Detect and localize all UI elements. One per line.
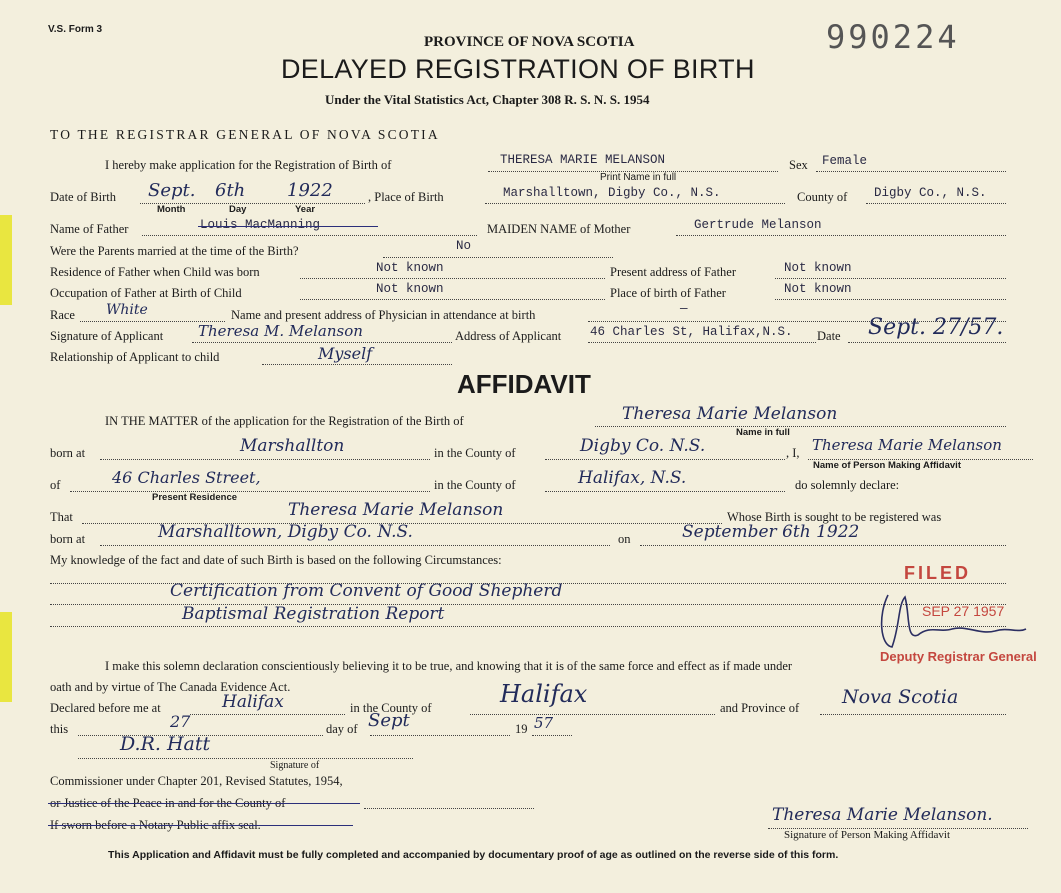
married-label: Were the Parents married at the time of the Birth? <box>50 244 299 258</box>
deponent-signature-caption: Signature of Person Making Affidavit <box>784 829 950 841</box>
yellow-tab-marker <box>0 215 12 305</box>
born-at2-line <box>100 545 610 546</box>
residence-caption: Present Residence <box>152 492 238 503</box>
day-caption: Day <box>229 204 247 215</box>
this-label: this <box>50 722 69 736</box>
date-label: Date <box>817 329 841 343</box>
father-label: Name of Father <box>50 222 129 236</box>
sex-line <box>816 171 1006 172</box>
birthplace-father-value: Not known <box>784 282 852 296</box>
footer-note: This Application and Affidavit must be fully completed and accompanied by documentary proof of age as outlined on the reverse side of this form. <box>108 849 839 861</box>
intro-label: I hereby make application for the Registration of Birth of <box>105 158 392 172</box>
justice-county-line <box>364 808 534 809</box>
father-strikethrough <box>198 226 378 227</box>
year-caption: Year <box>295 204 316 215</box>
dob-label: Date of Birth <box>50 190 116 204</box>
registrar-signature-scrawl <box>870 585 1030 655</box>
sex-value: Female <box>822 154 868 168</box>
month-caption: Month <box>157 204 186 215</box>
yellow-tab-marker <box>0 612 12 702</box>
notary-strikethrough <box>48 825 353 826</box>
knowledge-label: My knowledge of the fact and date of such Birth is based on the following Circumstances: <box>50 553 502 567</box>
justice-label: or Justice of the Peace in and for the County of <box>50 796 286 810</box>
mother-line <box>676 235 1006 236</box>
filed-stamp-office: Deputy Registrar General <box>880 649 1037 664</box>
applicant-signature: Theresa M. Melanson <box>198 322 363 340</box>
province-line <box>820 714 1006 715</box>
father-value: Louis MacManning <box>200 218 321 232</box>
declared-county-value: Halifax <box>500 680 588 708</box>
registration-number: 990224 <box>826 18 960 56</box>
born-county-label: in the County of <box>434 446 516 460</box>
applicant-address-value: 46 Charles St, Halifax,N.S. <box>590 325 793 339</box>
province-header: PROVINCE OF NOVA SCOTIA <box>424 34 635 50</box>
justice-strikethrough <box>48 803 360 804</box>
residence-father-label: Residence of Father when Child was born <box>50 265 260 279</box>
declared-at-value: Halifax <box>222 692 284 712</box>
deponent-value: Theresa Marie Melanson <box>812 436 1002 454</box>
date-line <box>848 342 1006 343</box>
present-address-father-value: Not known <box>784 261 852 275</box>
birthplace-father-line <box>775 299 1006 300</box>
applicant-address-line <box>588 342 816 343</box>
affidavit-heading: AFFIDAVIT <box>457 369 591 399</box>
declared-at-label: Declared before me at <box>50 701 161 715</box>
occupation-father-label: Occupation of Father at Birth of Child <box>50 286 242 300</box>
province-label: and Province of <box>720 701 800 715</box>
i-label: , I, <box>786 446 800 460</box>
birth-date-line <box>640 545 1006 546</box>
day-of-label: day of <box>326 722 358 736</box>
relationship-label: Relationship of Applicant to child <box>50 350 220 364</box>
circumstance-line <box>50 626 1006 627</box>
place-value: Marshalltown, Digby Co., N.S. <box>503 186 721 200</box>
circumstance-2-value: Baptismal Registration Report <box>182 604 445 624</box>
circumstance-1-value: Certification from Convent of Good Shepherd <box>170 581 563 601</box>
residence-county-line <box>545 491 785 492</box>
form-number: V.S. Form 3 <box>48 24 103 35</box>
month-line <box>370 735 510 736</box>
married-line <box>383 257 613 258</box>
sex-label: Sex <box>789 158 808 172</box>
that-name-value: Theresa Marie Melanson <box>288 500 504 520</box>
race-value: White <box>106 302 148 318</box>
birth-date-value: September 6th 1922 <box>682 522 860 542</box>
commissioner-signature-line <box>78 758 413 759</box>
born-county-line <box>545 459 785 460</box>
residence-line <box>70 491 430 492</box>
form-subtitle: Under the Vital Statistics Act, Chapter 308 R. S. N. S. 1954 <box>325 92 650 107</box>
county-value: Digby Co., N.S. <box>874 186 987 200</box>
matter-label: IN THE MATTER of the application for the Registration of the Birth of <box>105 414 464 428</box>
filed-stamp-date: SEP 27 1957 <box>922 603 1005 619</box>
declare-label: do solemnly declare: <box>795 478 900 492</box>
filed-stamp: FILED <box>904 563 971 583</box>
present-address-father-line <box>775 278 1006 279</box>
residence-father-line <box>300 278 605 279</box>
born-at2-value: Marshalltown, Digby Co. N.S. <box>158 522 413 542</box>
occupation-father-line <box>300 299 605 300</box>
declared-at-line <box>190 714 345 715</box>
date-value: Sept. 27/57. <box>868 315 1004 340</box>
place-line <box>485 203 785 204</box>
of-label: of <box>50 478 61 492</box>
born-at-label: born at <box>50 446 86 460</box>
residence-value: 46 Charles Street, <box>112 468 261 487</box>
mother-label: MAIDEN NAME of Mother <box>487 222 631 236</box>
addressee: TO THE REGISTRAR GENERAL OF NOVA SCOTIA <box>50 127 440 142</box>
residence-county-value: Halifax, N.S. <box>578 468 687 488</box>
dob-day-value: 6th <box>215 180 246 201</box>
year-line <box>532 735 572 736</box>
name-in-full-caption: Name in full <box>736 427 790 438</box>
whose-label: Whose Birth is sought to be registered was <box>727 510 942 524</box>
relationship-value: Myself <box>318 344 373 363</box>
child-name-value: THERESA MARIE MELANSON <box>500 153 666 167</box>
born-county-value: Digby Co. N.S. <box>580 436 706 456</box>
dob-month-value: Sept. <box>148 180 196 201</box>
signature-of-caption: Signature of <box>270 760 320 771</box>
on-label: on <box>618 532 631 546</box>
province-value: Nova Scotia <box>842 686 959 708</box>
physician-label: Name and present address of Physician in attendance at birth <box>231 308 536 322</box>
place-label: , Place of Birth <box>368 190 444 204</box>
commissioner-signature: D.R. Hatt <box>120 733 211 755</box>
married-value: No <box>456 239 472 253</box>
child-name-caption: Print Name in full <box>600 172 677 183</box>
relationship-line <box>262 364 452 365</box>
form-title: DELAYED REGISTRATION OF BIRTH <box>281 54 755 84</box>
race-label: Race <box>50 308 75 322</box>
month-value: Sept <box>368 710 410 731</box>
declared-county-label: in the County of <box>350 701 432 715</box>
father-line <box>142 235 477 236</box>
notary-label: If sworn before a Notary Public affix seal. <box>50 818 261 832</box>
dob-year-value: 1922 <box>287 180 333 201</box>
declared-county-line <box>470 714 715 715</box>
born-at-line <box>100 459 430 460</box>
that-label: That <box>50 510 73 524</box>
applicant-signature-line <box>192 342 452 343</box>
year-prefix: 19 <box>515 722 528 736</box>
applicant-address-label: Address of Applicant <box>455 329 562 343</box>
matter-name-value: Theresa Marie Melanson <box>622 404 838 424</box>
residence-father-value: Not known <box>376 261 444 275</box>
born-at2-label: born at <box>50 532 86 546</box>
county-label: County of <box>797 190 848 204</box>
applicant-signature-label: Signature of Applicant <box>50 329 164 343</box>
matter-name-line <box>595 426 1006 427</box>
deponent-caption: Name of Person Making Affidavit <box>813 460 961 471</box>
commissioner-label: Commissioner under Chapter 201, Revised Statutes, 1954, <box>50 774 343 788</box>
born-at-value: Marshallton <box>240 436 345 456</box>
occupation-father-value: Not known <box>376 282 444 296</box>
day-value: 27 <box>170 712 191 731</box>
residence-county-label: in the County of <box>434 478 516 492</box>
solemn-declaration-1: I make this solemn declaration conscientiously believing it to be true, and knowing that it is of the same force and effect as if made under <box>105 659 793 673</box>
birthplace-father-label: Place of birth of Father <box>610 286 726 300</box>
present-address-father-label: Present address of Father <box>610 265 737 279</box>
physician-value: — <box>680 302 688 316</box>
year-value: 57 <box>534 714 554 732</box>
deponent-signature: Theresa Marie Melanson. <box>772 805 993 825</box>
solemn-declaration-2: oath and by virtue of The Canada Evidence Act. <box>50 680 291 694</box>
mother-value: Gertrude Melanson <box>694 218 822 232</box>
county-line <box>866 203 1006 204</box>
